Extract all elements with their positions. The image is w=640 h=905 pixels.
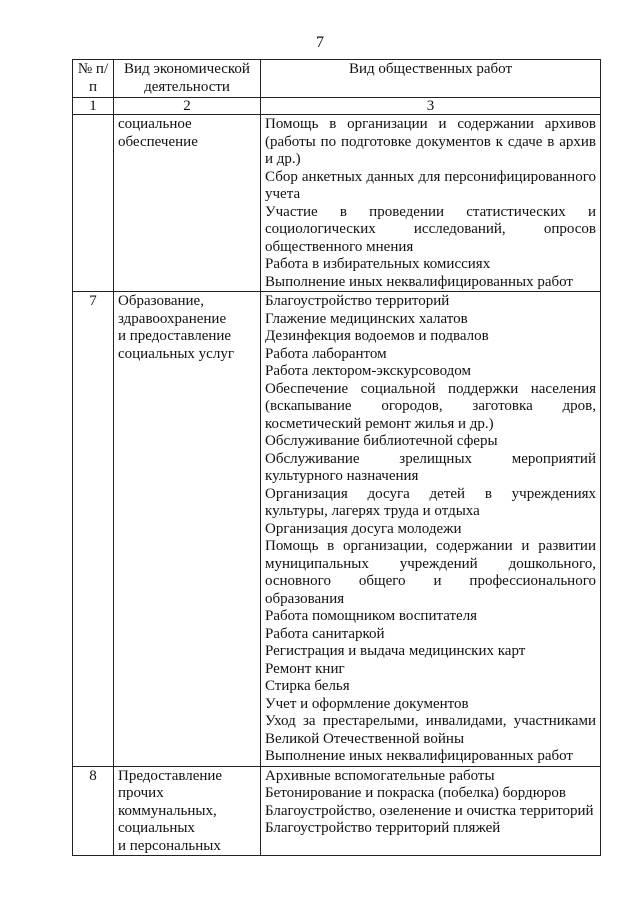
work-item: Работа в избирательных комиссиях <box>265 256 491 272</box>
table-row <box>73 115 601 292</box>
work-item: Работа помощником воспитателя <box>265 608 478 624</box>
work-item: Стирка белья <box>265 678 350 694</box>
activity-line: Предоставление <box>118 767 223 784</box>
work-item: Уход за престарелыми, инвалидами, участниками Великой Отечественной войны <box>265 713 596 747</box>
work-item: Организация досуга молодежи <box>265 520 462 537</box>
work-item: Архивные вспомогательные работы <box>265 767 495 784</box>
work-item: Благоустройство территорий <box>265 293 450 309</box>
public-works-table <box>72 59 601 856</box>
row-number: 7 <box>73 292 114 767</box>
work-item: Организация досуга детей в учреждениях культуры, лагерях труда и отдыха <box>265 485 596 519</box>
header-works: Вид общественных работ <box>261 60 601 98</box>
row-number: 8 <box>73 766 114 856</box>
header-row <box>73 60 601 98</box>
works-cell <box>261 766 601 856</box>
activity-line: Образование, <box>118 293 204 309</box>
activity-line: и предоставление <box>118 328 232 344</box>
activity-line: прочих <box>118 785 164 801</box>
index-cell: 3 <box>261 98 601 115</box>
work-item: Бетонирование и покраска (побелка) бордюров <box>265 785 566 801</box>
work-item: Помощь в организации и содержании архивов (работы по подготовке документов к сдаче в архив и др.) <box>265 116 596 167</box>
header-activity: Вид экономической деятельности <box>114 60 261 98</box>
work-item: Благоустройство, озеленение и очистка территорий <box>265 802 594 819</box>
activity-cell <box>114 292 261 767</box>
work-item: Обеспечение социальной поддержки населения (вскапывание огородов, заготовка дров, косметический ремонт жилья и др.) <box>265 380 596 432</box>
work-item: Помощь в организации, содержании и развитии муниципальных учреждений дошкольного, основного общего и профессионального образования <box>265 538 596 607</box>
work-item: Работа санитаркой <box>265 625 385 642</box>
work-item: Обслуживание библиотечной сферы <box>265 433 498 449</box>
work-item: Благоустройство территорий пляжей <box>265 820 501 836</box>
work-item: Сбор анкетных данных для персонифицированного учета <box>265 168 596 202</box>
work-item: Глажение медицинских халатов <box>265 310 468 327</box>
activity-line: обеспечение <box>118 133 198 150</box>
activity-line: социальных <box>118 820 195 836</box>
work-item: Работа лектором-экскурсоводом <box>265 363 472 379</box>
work-item: Ремонт книг <box>265 660 345 677</box>
work-item: Выполнение иных неквалифицированных работ <box>265 273 573 290</box>
activity-line: коммунальных, <box>118 802 217 819</box>
work-item: Обслуживание зрелищных мероприятий культурного назначения <box>265 450 596 484</box>
work-item: Участие в проведении статистических и социологических исследований, опросов общественного мнения <box>265 203 596 255</box>
activity-line: социальное <box>118 116 192 132</box>
page-number: 7 <box>316 34 324 51</box>
work-item: Дезинфекция водоемов и подвалов <box>265 328 489 344</box>
activity-cell <box>114 115 261 292</box>
works-cell <box>261 292 601 767</box>
table-row <box>73 292 601 767</box>
works-cell <box>261 115 601 292</box>
work-item: Работа лаборантом <box>265 345 387 362</box>
activity-line: здравоохранение <box>118 310 227 327</box>
index-row <box>73 98 601 115</box>
work-item: Учет и оформление документов <box>265 695 469 712</box>
index-cell: 2 <box>114 98 261 115</box>
work-item: Регистрация и выдача медицинских карт <box>265 643 526 659</box>
row-number <box>73 115 114 292</box>
header-num: № п/п <box>73 60 114 98</box>
activity-cell <box>114 766 261 856</box>
index-cell: 1 <box>73 98 114 115</box>
activity-line: и персональных <box>118 837 221 854</box>
activity-line: социальных услуг <box>118 345 234 362</box>
work-item: Выполнение иных неквалифицированных работ <box>265 748 573 764</box>
table-row <box>73 766 601 856</box>
